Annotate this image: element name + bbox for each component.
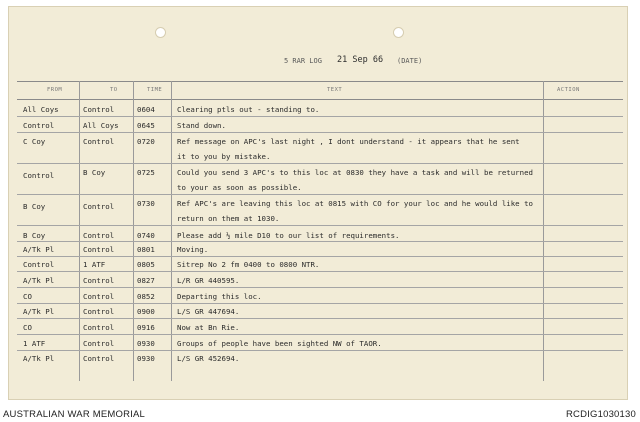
- row-rule: [17, 116, 623, 117]
- column-divider: [543, 81, 544, 381]
- column-divider: [79, 81, 80, 381]
- cell-from: C Coy: [23, 137, 46, 146]
- column-divider: [133, 81, 134, 381]
- cell-time: 0930: [137, 339, 155, 348]
- cell-text: L/S GR 452694.: [177, 354, 240, 363]
- cell-text: Groups of people have been sighted NW of TAOR.: [177, 339, 382, 348]
- cell-text: Moving.: [177, 245, 209, 254]
- cell-time: 0916: [137, 323, 155, 332]
- cell-to: Control: [83, 323, 115, 332]
- row-rule: [17, 225, 623, 226]
- cell-from: A/Tk Pl: [23, 245, 55, 254]
- cell-text: Please add ½ mile D10 to our list of requirements.: [177, 231, 400, 240]
- log-sheet: [8, 6, 628, 400]
- cell-to: Control: [83, 137, 115, 146]
- cell-to: B Coy: [83, 168, 106, 177]
- cell-text: L/R GR 440595.: [177, 276, 240, 285]
- cell-text: Now at Bn Rie.: [177, 323, 240, 332]
- col-action: ACTION: [557, 87, 580, 93]
- cell-time: 0805: [137, 260, 155, 269]
- cell-to: All Coys: [83, 121, 119, 130]
- column-divider: [171, 81, 172, 381]
- date-label: (DATE): [397, 57, 423, 65]
- col-from: FROM: [47, 87, 63, 93]
- cell-text: Stand down.: [177, 121, 226, 130]
- cell-from: Control: [23, 260, 55, 269]
- cell-time: 0730: [137, 199, 155, 208]
- row-rule: [17, 318, 623, 319]
- cell-time: 0740: [137, 231, 155, 240]
- cell-from: Control: [23, 121, 55, 130]
- cell-from: A/Tk Pl: [23, 276, 55, 285]
- cell-to: Control: [83, 292, 115, 301]
- archive-name: AUSTRALIAN WAR MEMORIAL: [3, 409, 146, 420]
- cell-text: L/S GR 447694.: [177, 307, 240, 316]
- row-rule: [17, 241, 623, 242]
- cell-text: Sitrep No 2 fm 0400 to 0800 NTR.: [177, 260, 320, 269]
- cell-to: Control: [83, 105, 115, 114]
- row-rule: [17, 163, 623, 164]
- cell-time: 0827: [137, 276, 155, 285]
- cell-from: B Coy: [23, 202, 46, 211]
- punch-hole: [393, 27, 404, 38]
- cell-text: Clearing ptls out - standing to.: [177, 105, 320, 114]
- cell-to: Control: [83, 354, 115, 363]
- row-rule: [17, 132, 623, 133]
- row-rule: [17, 271, 623, 272]
- cell-time: 0930: [137, 354, 155, 363]
- table-header: [17, 81, 623, 100]
- cell-to: Control: [83, 245, 115, 254]
- cell-from: B Coy: [23, 231, 46, 240]
- col-text: TEXT: [327, 87, 343, 93]
- cell-text: Ref message on APC's last night , I dont understand - it appears that he sent: [177, 137, 520, 146]
- row-rule: [17, 194, 623, 195]
- cell-from: CO: [23, 292, 32, 301]
- cell-from: A/Tk Pl: [23, 354, 55, 363]
- cell-time: 0801: [137, 245, 155, 254]
- cell-from: Control: [23, 171, 55, 180]
- log-label: 5 RAR LOG: [284, 57, 322, 65]
- cell-to: 1 ATF: [83, 260, 106, 269]
- cell-time: 0645: [137, 121, 155, 130]
- cell-text: Departing this loc.: [177, 292, 262, 301]
- punch-hole: [155, 27, 166, 38]
- log-date: 21 Sep 66: [337, 55, 384, 65]
- row-rule: [17, 287, 623, 288]
- cell-to: Control: [83, 339, 115, 348]
- col-to: TO: [110, 87, 118, 93]
- col-time: TIME: [147, 87, 163, 93]
- cell-to: Control: [83, 307, 115, 316]
- cell-time: 0720: [137, 137, 155, 146]
- cell-to: Control: [83, 202, 115, 211]
- cell-time: 0725: [137, 168, 155, 177]
- cell-to: Control: [83, 231, 115, 240]
- row-rule: [17, 334, 623, 335]
- cell-from: CO: [23, 323, 32, 332]
- cell-text: Could you send 3 APC's to this loc at 0830 they have a task and will be returned: [177, 168, 533, 177]
- cell-from: A/Tk Pl: [23, 307, 55, 316]
- cell-text-continued: to your as soon as possible.: [177, 183, 302, 192]
- cell-time: 0852: [137, 292, 155, 301]
- row-rule: [17, 350, 623, 351]
- archive-id: RCDIG1030130: [566, 409, 636, 420]
- cell-time: 0900: [137, 307, 155, 316]
- cell-from: 1 ATF: [23, 339, 46, 348]
- cell-from: All Coys: [23, 105, 59, 114]
- row-rule: [17, 303, 623, 304]
- cell-to: Control: [83, 276, 115, 285]
- cell-text-continued: return on them at 1030.: [177, 214, 280, 223]
- cell-text: Ref APC's are leaving this loc at 0815 with CO for your loc and he would like to: [177, 199, 533, 208]
- row-rule: [17, 256, 623, 257]
- cell-text-continued: it to you by mistake.: [177, 152, 271, 161]
- cell-time: 0604: [137, 105, 155, 114]
